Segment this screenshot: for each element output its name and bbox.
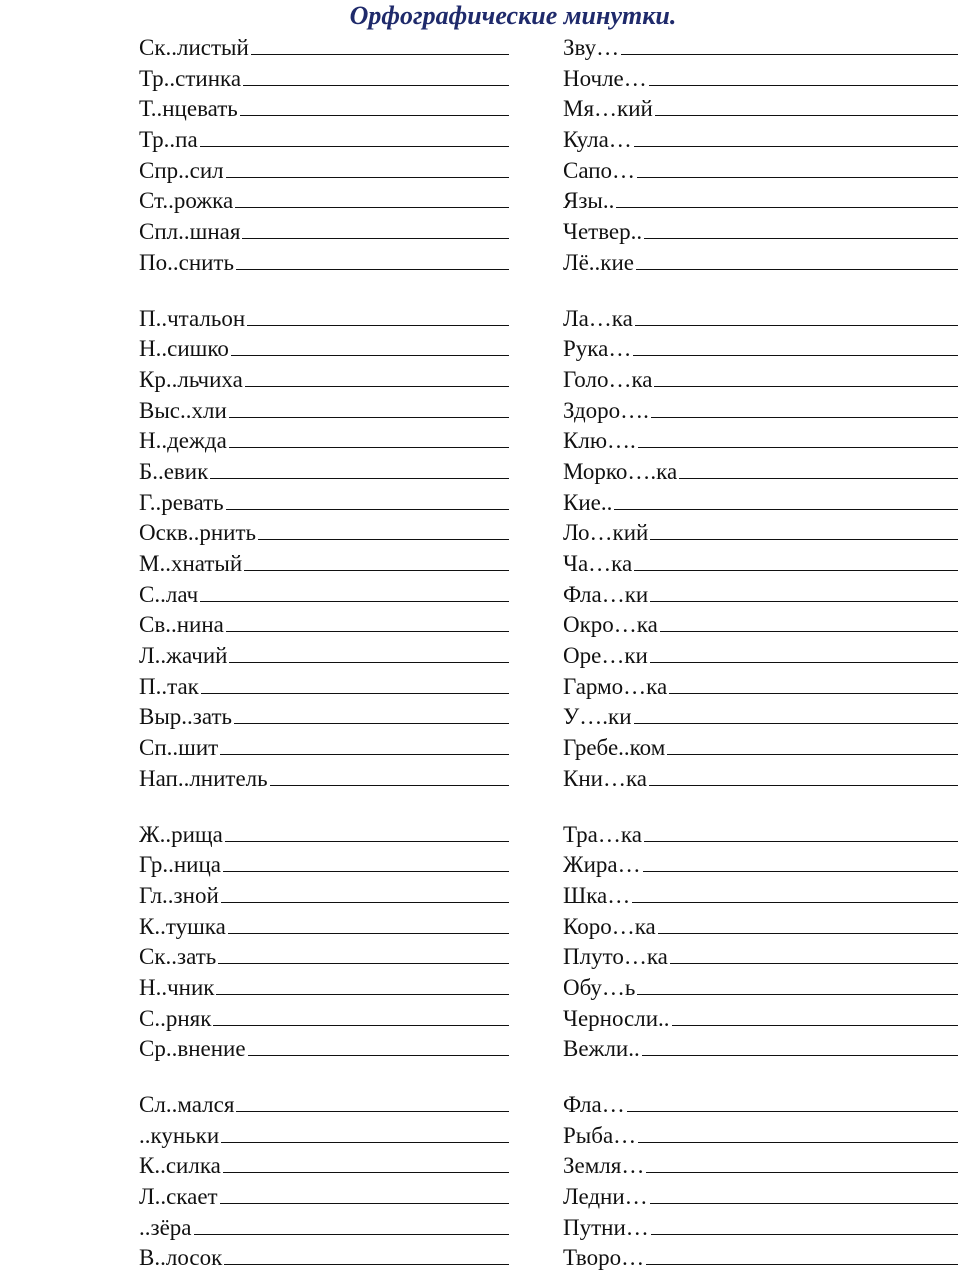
word-row — [139, 549, 509, 580]
word-row — [139, 518, 509, 549]
word-with-gap: Плуто…ка — [563, 944, 668, 970]
word-row — [139, 334, 509, 365]
word-with-gap: Мя…кий — [563, 96, 653, 122]
answer-line[interactable] — [638, 431, 958, 448]
word-row — [563, 820, 958, 851]
answer-line[interactable] — [651, 401, 958, 418]
word-with-gap: Сапо… — [563, 157, 636, 183]
word-with-gap: Ло…кий — [563, 520, 649, 546]
word-row — [563, 156, 958, 187]
word-row — [139, 1090, 509, 1121]
word-row — [563, 217, 958, 248]
word-with-gap: Коро…ка — [563, 913, 656, 939]
answer-line[interactable] — [194, 1218, 509, 1235]
word-with-gap: П..так — [139, 673, 199, 699]
word-with-gap: Здоро…. — [563, 397, 649, 423]
word-with-gap: Спр..сил — [139, 157, 224, 183]
word-with-gap: Ск..зать — [139, 944, 217, 970]
word-row — [139, 156, 509, 187]
word-row — [563, 912, 958, 943]
word-row — [139, 1182, 509, 1213]
word-with-gap: Обу…ь — [563, 974, 636, 1000]
answer-line[interactable] — [240, 99, 509, 116]
answer-line[interactable] — [632, 886, 958, 903]
word-row — [563, 1121, 958, 1152]
word-row — [563, 1004, 958, 1035]
answer-line[interactable] — [234, 707, 509, 724]
word-row — [563, 94, 958, 125]
word-with-gap: Фла… — [563, 1092, 625, 1117]
answer-line[interactable] — [634, 707, 958, 724]
word-row — [139, 365, 509, 396]
word-row — [563, 641, 958, 672]
word-row — [563, 365, 958, 396]
word-with-gap: Вежли.. — [563, 1036, 640, 1062]
answer-line[interactable] — [655, 99, 958, 116]
answer-line[interactable] — [243, 69, 509, 86]
word-row — [563, 64, 958, 95]
word-row — [139, 1243, 509, 1274]
word-with-gap: Св..нина — [139, 612, 224, 638]
answer-line[interactable] — [201, 677, 509, 694]
answer-line[interactable] — [635, 309, 958, 326]
answer-line[interactable] — [226, 161, 509, 178]
word-row — [563, 426, 958, 457]
word-with-gap: Н..чник — [139, 974, 215, 1000]
answer-line[interactable] — [650, 585, 958, 602]
answer-line[interactable] — [636, 253, 958, 270]
word-row — [139, 820, 509, 851]
answer-line[interactable] — [651, 1218, 958, 1235]
answer-line[interactable] — [667, 738, 958, 755]
word-with-gap: Выс..хли — [139, 397, 227, 423]
word-row — [139, 488, 509, 519]
answer-line[interactable] — [633, 339, 958, 356]
word-row — [139, 973, 509, 1004]
word-row — [139, 248, 509, 279]
word-row — [563, 764, 958, 795]
word-with-gap: Гл..зной — [139, 882, 219, 908]
answer-line[interactable] — [218, 947, 509, 964]
word-with-gap: Тра…ка — [563, 821, 642, 847]
word-row — [139, 702, 509, 733]
word-row — [563, 518, 958, 549]
answer-line[interactable] — [650, 523, 958, 540]
answer-line[interactable] — [226, 493, 509, 510]
answer-line[interactable] — [649, 769, 958, 786]
word-with-gap: Ж..рища — [139, 821, 223, 847]
word-with-gap: Ча…ка — [563, 551, 633, 576]
word-with-gap: Л..скает — [139, 1184, 218, 1210]
word-row — [139, 912, 509, 943]
word-row — [563, 1090, 958, 1121]
word-with-gap: Лё..кие — [563, 249, 634, 275]
word-row — [563, 1151, 958, 1182]
answer-line[interactable] — [228, 917, 509, 934]
answer-line[interactable] — [231, 339, 509, 356]
word-with-gap: Кни…ка — [563, 765, 647, 791]
word-row — [139, 426, 509, 457]
word-with-gap: Ср..внение — [139, 1036, 246, 1062]
answer-line[interactable] — [221, 886, 509, 903]
word-row — [139, 64, 509, 95]
group-spacer — [563, 279, 958, 304]
answer-line[interactable] — [224, 1248, 509, 1265]
answer-line[interactable] — [644, 222, 958, 239]
word-with-gap: С..лач — [139, 581, 199, 607]
word-row — [563, 881, 958, 912]
answer-line[interactable] — [236, 253, 509, 270]
word-with-gap: Ледни… — [563, 1184, 648, 1210]
answer-line[interactable] — [200, 585, 509, 602]
word-row — [563, 733, 958, 764]
word-with-gap: Ночле… — [563, 65, 647, 91]
answer-line[interactable] — [258, 523, 509, 540]
answer-line[interactable] — [654, 370, 958, 387]
answer-line[interactable] — [650, 646, 958, 663]
word-with-gap: К..силка — [139, 1153, 221, 1179]
word-with-gap: Кие.. — [563, 489, 613, 515]
word-with-gap: ..куньки — [139, 1122, 220, 1148]
group-spacer — [139, 1065, 509, 1090]
answer-line[interactable] — [679, 462, 958, 479]
word-with-gap: Морко….ка — [563, 458, 678, 484]
answer-line[interactable] — [660, 615, 958, 632]
answer-line[interactable] — [210, 462, 509, 479]
word-with-gap: Рука… — [563, 336, 632, 362]
word-row — [139, 33, 509, 64]
answer-line[interactable] — [649, 69, 958, 86]
word-row — [563, 334, 958, 365]
word-row — [563, 942, 958, 973]
answer-line[interactable] — [638, 1126, 958, 1143]
word-row — [563, 850, 958, 881]
word-with-gap: Четвер.. — [563, 219, 643, 245]
word-with-gap: Фла…ки — [563, 581, 649, 607]
word-row — [563, 396, 958, 427]
word-row — [139, 850, 509, 881]
word-row — [139, 942, 509, 973]
answer-line[interactable] — [627, 1095, 958, 1112]
word-with-gap: Сл..мался — [139, 1092, 235, 1117]
word-with-gap: Творо… — [563, 1245, 645, 1271]
answer-line[interactable] — [650, 1187, 958, 1204]
word-row — [563, 304, 958, 335]
group-spacer — [139, 279, 509, 304]
answer-line[interactable] — [672, 1009, 958, 1026]
word-row — [139, 457, 509, 488]
word-row — [563, 580, 958, 611]
word-row — [563, 973, 958, 1004]
word-with-gap: В..лосок — [139, 1245, 223, 1271]
word-row — [139, 672, 509, 703]
answer-line[interactable] — [220, 1187, 509, 1204]
answer-line[interactable] — [644, 825, 958, 842]
word-row — [563, 186, 958, 217]
word-with-gap: Ла…ка — [563, 305, 633, 331]
word-with-gap: Спл..шная — [139, 219, 241, 245]
word-row — [139, 1121, 509, 1152]
word-with-gap: Л..жачий — [139, 643, 228, 669]
word-with-gap: Гр..ница — [139, 852, 221, 878]
word-with-gap: У….ки — [563, 704, 632, 730]
word-with-gap: Голо…ка — [563, 366, 653, 392]
answer-line[interactable] — [634, 554, 958, 571]
word-row — [563, 457, 958, 488]
answer-line[interactable] — [614, 493, 958, 510]
answer-line[interactable] — [669, 677, 958, 694]
word-row — [139, 186, 509, 217]
answer-line[interactable] — [244, 554, 509, 571]
word-row — [563, 1034, 958, 1065]
answer-line[interactable] — [223, 855, 509, 872]
word-with-gap: Путни… — [563, 1214, 649, 1240]
word-with-gap: Рыба… — [563, 1122, 637, 1148]
word-with-gap: Выр..зать — [139, 704, 233, 730]
word-with-gap: Кр..льчиха — [139, 366, 243, 392]
answer-line[interactable] — [646, 1156, 958, 1173]
answer-line[interactable] — [251, 38, 509, 55]
answer-line[interactable] — [621, 38, 958, 55]
word-with-gap: П..чтальон — [139, 305, 246, 331]
word-with-gap: Нап..лнитель — [139, 765, 268, 791]
answer-line[interactable] — [642, 1039, 958, 1056]
word-row — [563, 33, 958, 64]
answer-line[interactable] — [637, 978, 958, 995]
word-row — [139, 304, 509, 335]
word-row — [563, 1182, 958, 1213]
word-with-gap: Г..ревать — [139, 489, 224, 515]
word-with-gap: М..хнатый — [139, 551, 243, 576]
word-row — [139, 396, 509, 427]
word-with-gap: Б..евик — [139, 458, 209, 484]
word-row — [139, 610, 509, 641]
word-row — [139, 1004, 509, 1035]
word-with-gap: Кула… — [563, 127, 632, 153]
word-row — [563, 549, 958, 580]
word-with-gap: Оскв..рнить — [139, 520, 257, 546]
answer-line[interactable] — [236, 1095, 509, 1112]
word-row — [139, 1213, 509, 1244]
answer-line[interactable] — [229, 401, 509, 418]
word-with-gap: Клю…. — [563, 428, 636, 454]
word-row — [563, 702, 958, 733]
word-with-gap: К..тушка — [139, 913, 226, 939]
right-column — [563, 33, 958, 1274]
answer-line[interactable] — [226, 615, 509, 632]
page-title: Орфографические минутки. — [349, 1, 677, 30]
word-row — [139, 641, 509, 672]
word-with-gap: Тр..стинка — [139, 65, 242, 91]
answer-line[interactable] — [658, 917, 958, 934]
answer-line[interactable] — [235, 191, 509, 208]
answer-line[interactable] — [248, 1039, 509, 1056]
answer-line[interactable] — [670, 947, 958, 964]
word-row — [563, 610, 958, 641]
left-column — [139, 33, 509, 1274]
answer-line[interactable] — [247, 309, 509, 326]
answer-line[interactable] — [646, 1248, 958, 1265]
answer-line[interactable] — [637, 161, 958, 178]
word-with-gap: Язы.. — [563, 188, 615, 214]
answer-line[interactable] — [229, 646, 509, 663]
word-with-gap: Тр..па — [139, 127, 198, 153]
answer-line[interactable] — [616, 191, 958, 208]
word-with-gap: Земля… — [563, 1153, 645, 1179]
word-with-gap: Н..дежда — [139, 428, 227, 454]
answer-line[interactable] — [216, 978, 509, 995]
word-with-gap: Шка… — [563, 882, 631, 908]
group-spacer — [139, 795, 509, 820]
word-with-gap: Т..нцевать — [139, 96, 238, 122]
word-with-gap: Зву… — [563, 35, 620, 60]
word-with-gap: Оре…ки — [563, 643, 648, 669]
word-with-gap: Жира… — [563, 852, 641, 878]
word-with-gap: ..зёра — [139, 1214, 192, 1240]
answer-line[interactable] — [242, 222, 509, 239]
word-row — [139, 733, 509, 764]
answer-line[interactable] — [270, 769, 509, 786]
word-row — [139, 881, 509, 912]
word-row — [563, 672, 958, 703]
word-row — [563, 1213, 958, 1244]
word-row — [563, 1243, 958, 1274]
answer-line[interactable] — [634, 130, 958, 147]
word-row — [139, 217, 509, 248]
word-row — [139, 1034, 509, 1065]
answer-line[interactable] — [225, 825, 509, 842]
answer-line[interactable] — [221, 1126, 509, 1143]
answer-line[interactable] — [220, 738, 509, 755]
word-row — [139, 580, 509, 611]
word-row — [563, 125, 958, 156]
word-with-gap: Черносли.. — [563, 1005, 670, 1031]
answer-line[interactable] — [200, 130, 509, 147]
group-spacer — [563, 1065, 958, 1090]
word-with-gap: Сп..шит — [139, 735, 219, 761]
word-row — [563, 488, 958, 519]
word-row — [563, 248, 958, 279]
word-row — [139, 1151, 509, 1182]
word-with-gap: Ск..листый — [139, 35, 249, 60]
answer-line[interactable] — [223, 1156, 509, 1173]
word-with-gap: С..рняк — [139, 1005, 212, 1031]
word-row — [139, 125, 509, 156]
group-spacer — [563, 795, 958, 820]
word-with-gap: Окро…ка — [563, 612, 658, 638]
word-with-gap: Н..сишко — [139, 336, 229, 362]
word-with-gap: Гармо…ка — [563, 673, 668, 699]
answer-line[interactable] — [245, 370, 509, 387]
word-with-gap: Ст..рожка — [139, 188, 234, 214]
word-with-gap: Гребе..ком — [563, 735, 666, 761]
word-row — [139, 94, 509, 125]
answer-line[interactable] — [229, 431, 509, 448]
word-row — [139, 764, 509, 795]
word-with-gap: По..снить — [139, 249, 234, 275]
answer-line[interactable] — [213, 1009, 509, 1026]
answer-line[interactable] — [643, 855, 958, 872]
